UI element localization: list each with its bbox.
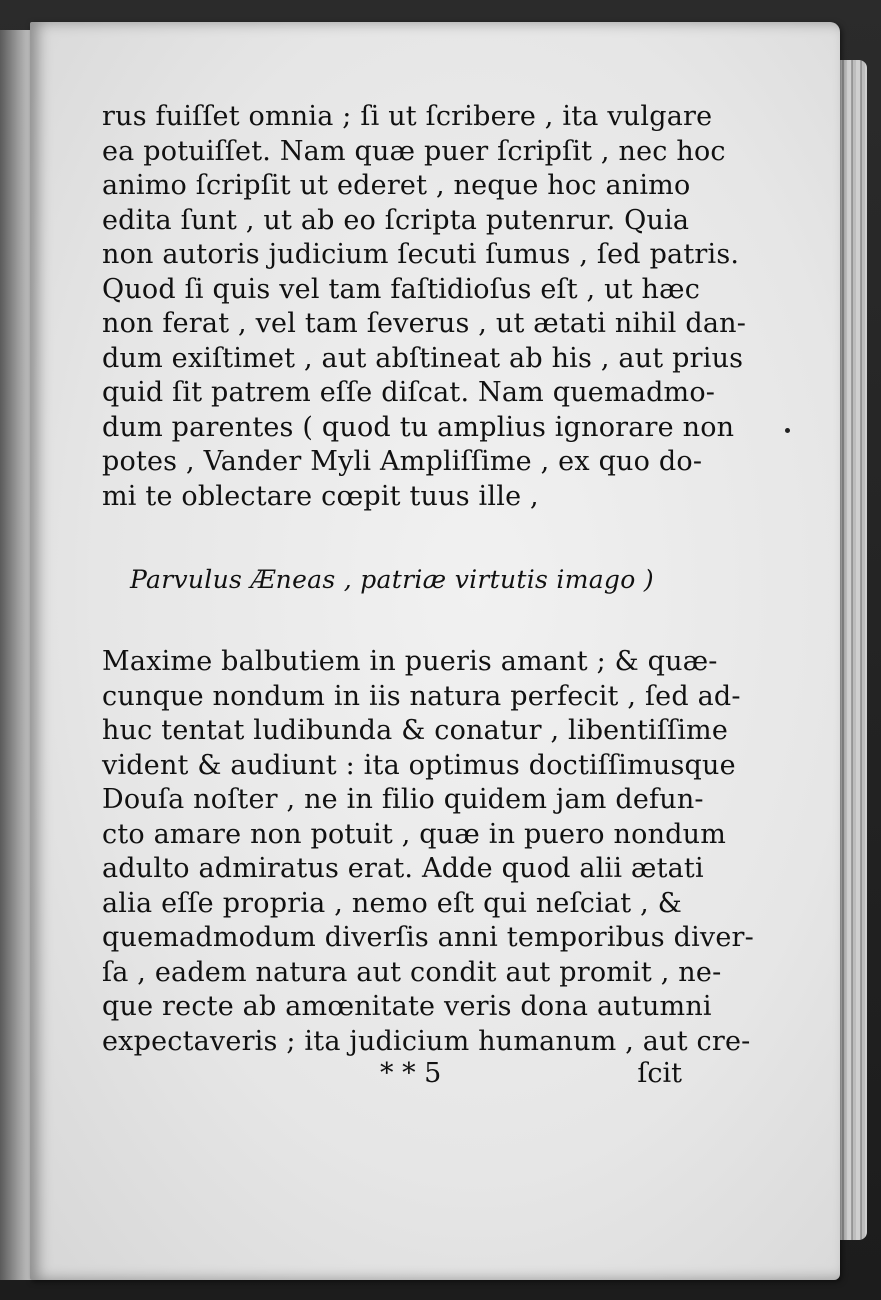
paragraph-1 xyxy=(102,100,747,514)
ink-speck xyxy=(785,428,790,433)
text-line: vident & audiunt : ita optimus doctiſſimusque xyxy=(102,749,736,781)
paragraph-2 xyxy=(102,645,754,1059)
signature-mark: * * 5 xyxy=(380,1058,442,1089)
text-line: adulto admiratus erat. Adde quod alii ætati xyxy=(102,853,704,884)
text-line: ſa , eadem natura aut condit aut promit , ne- xyxy=(102,956,722,988)
text-line: cunque nondum in iis natura perfecit , ſed ad- xyxy=(102,680,741,712)
text-line: expectaveris ; ita judicium humanum , aut cre- xyxy=(102,1025,751,1057)
text-line: Maxime balbutiem in pueris amant ; & quæ- xyxy=(102,646,718,677)
text-line: dum exiſtimet , aut abſtineat ab his , aut prius xyxy=(102,342,744,374)
verse-quotation-heading: Parvulus Æneas , patriæ virtutis imago ) xyxy=(130,565,654,594)
text-line: Douſa noſter , ne in filio quidem jam defun- xyxy=(102,784,704,815)
text-line: non autoris judicium ſecuti ſumus , ſed patris. xyxy=(102,239,740,270)
text-line: non ferat , vel tam ſeverus , ut ætati nihil dan- xyxy=(102,308,747,339)
text-line: potes , Vander Myli Ampliſſime , ex quo do- xyxy=(102,446,703,477)
facing-page-edge xyxy=(0,30,34,1280)
text-line: rus fuiſſet omnia ; ſi ut ſcribere , ita vulgare xyxy=(102,101,713,132)
text-line: ea potuiſſet. Nam quæ puer ſcripſit , nec hoc xyxy=(102,135,726,167)
text-line: alia eſſe propria , nemo eſt qui neſciat , & xyxy=(102,887,682,919)
text-line: edita ſunt , ut ab eo ſcripta putenrur. Quia xyxy=(102,204,690,236)
page-footer xyxy=(102,1058,682,1092)
text-line: dum parentes ( quod tu amplius ignorare non xyxy=(102,411,735,443)
text-line: quemadmodum diverſis anni temporibus diver- xyxy=(102,922,754,953)
text-line: quid ſit patrem eſſe diſcat. Nam quemadmo- xyxy=(102,377,716,408)
catchword: ſcit xyxy=(637,1058,682,1089)
text-line: huc tentat ludibunda & conatur , libentiſſime xyxy=(102,715,729,746)
text-line: animo ſcripſit ut ederet , neque hoc animo xyxy=(102,170,691,201)
text-line: Quod ſi quis vel tam faſtidioſus eſt , ut hæc xyxy=(102,273,701,305)
text-line: que recte ab amœnitate veris dona autumni xyxy=(102,991,712,1022)
text-line: cto amare non potuit , quæ in puero nondum xyxy=(102,818,727,850)
text-line: mi te oblectare cœpit tuus ille , xyxy=(102,480,539,512)
